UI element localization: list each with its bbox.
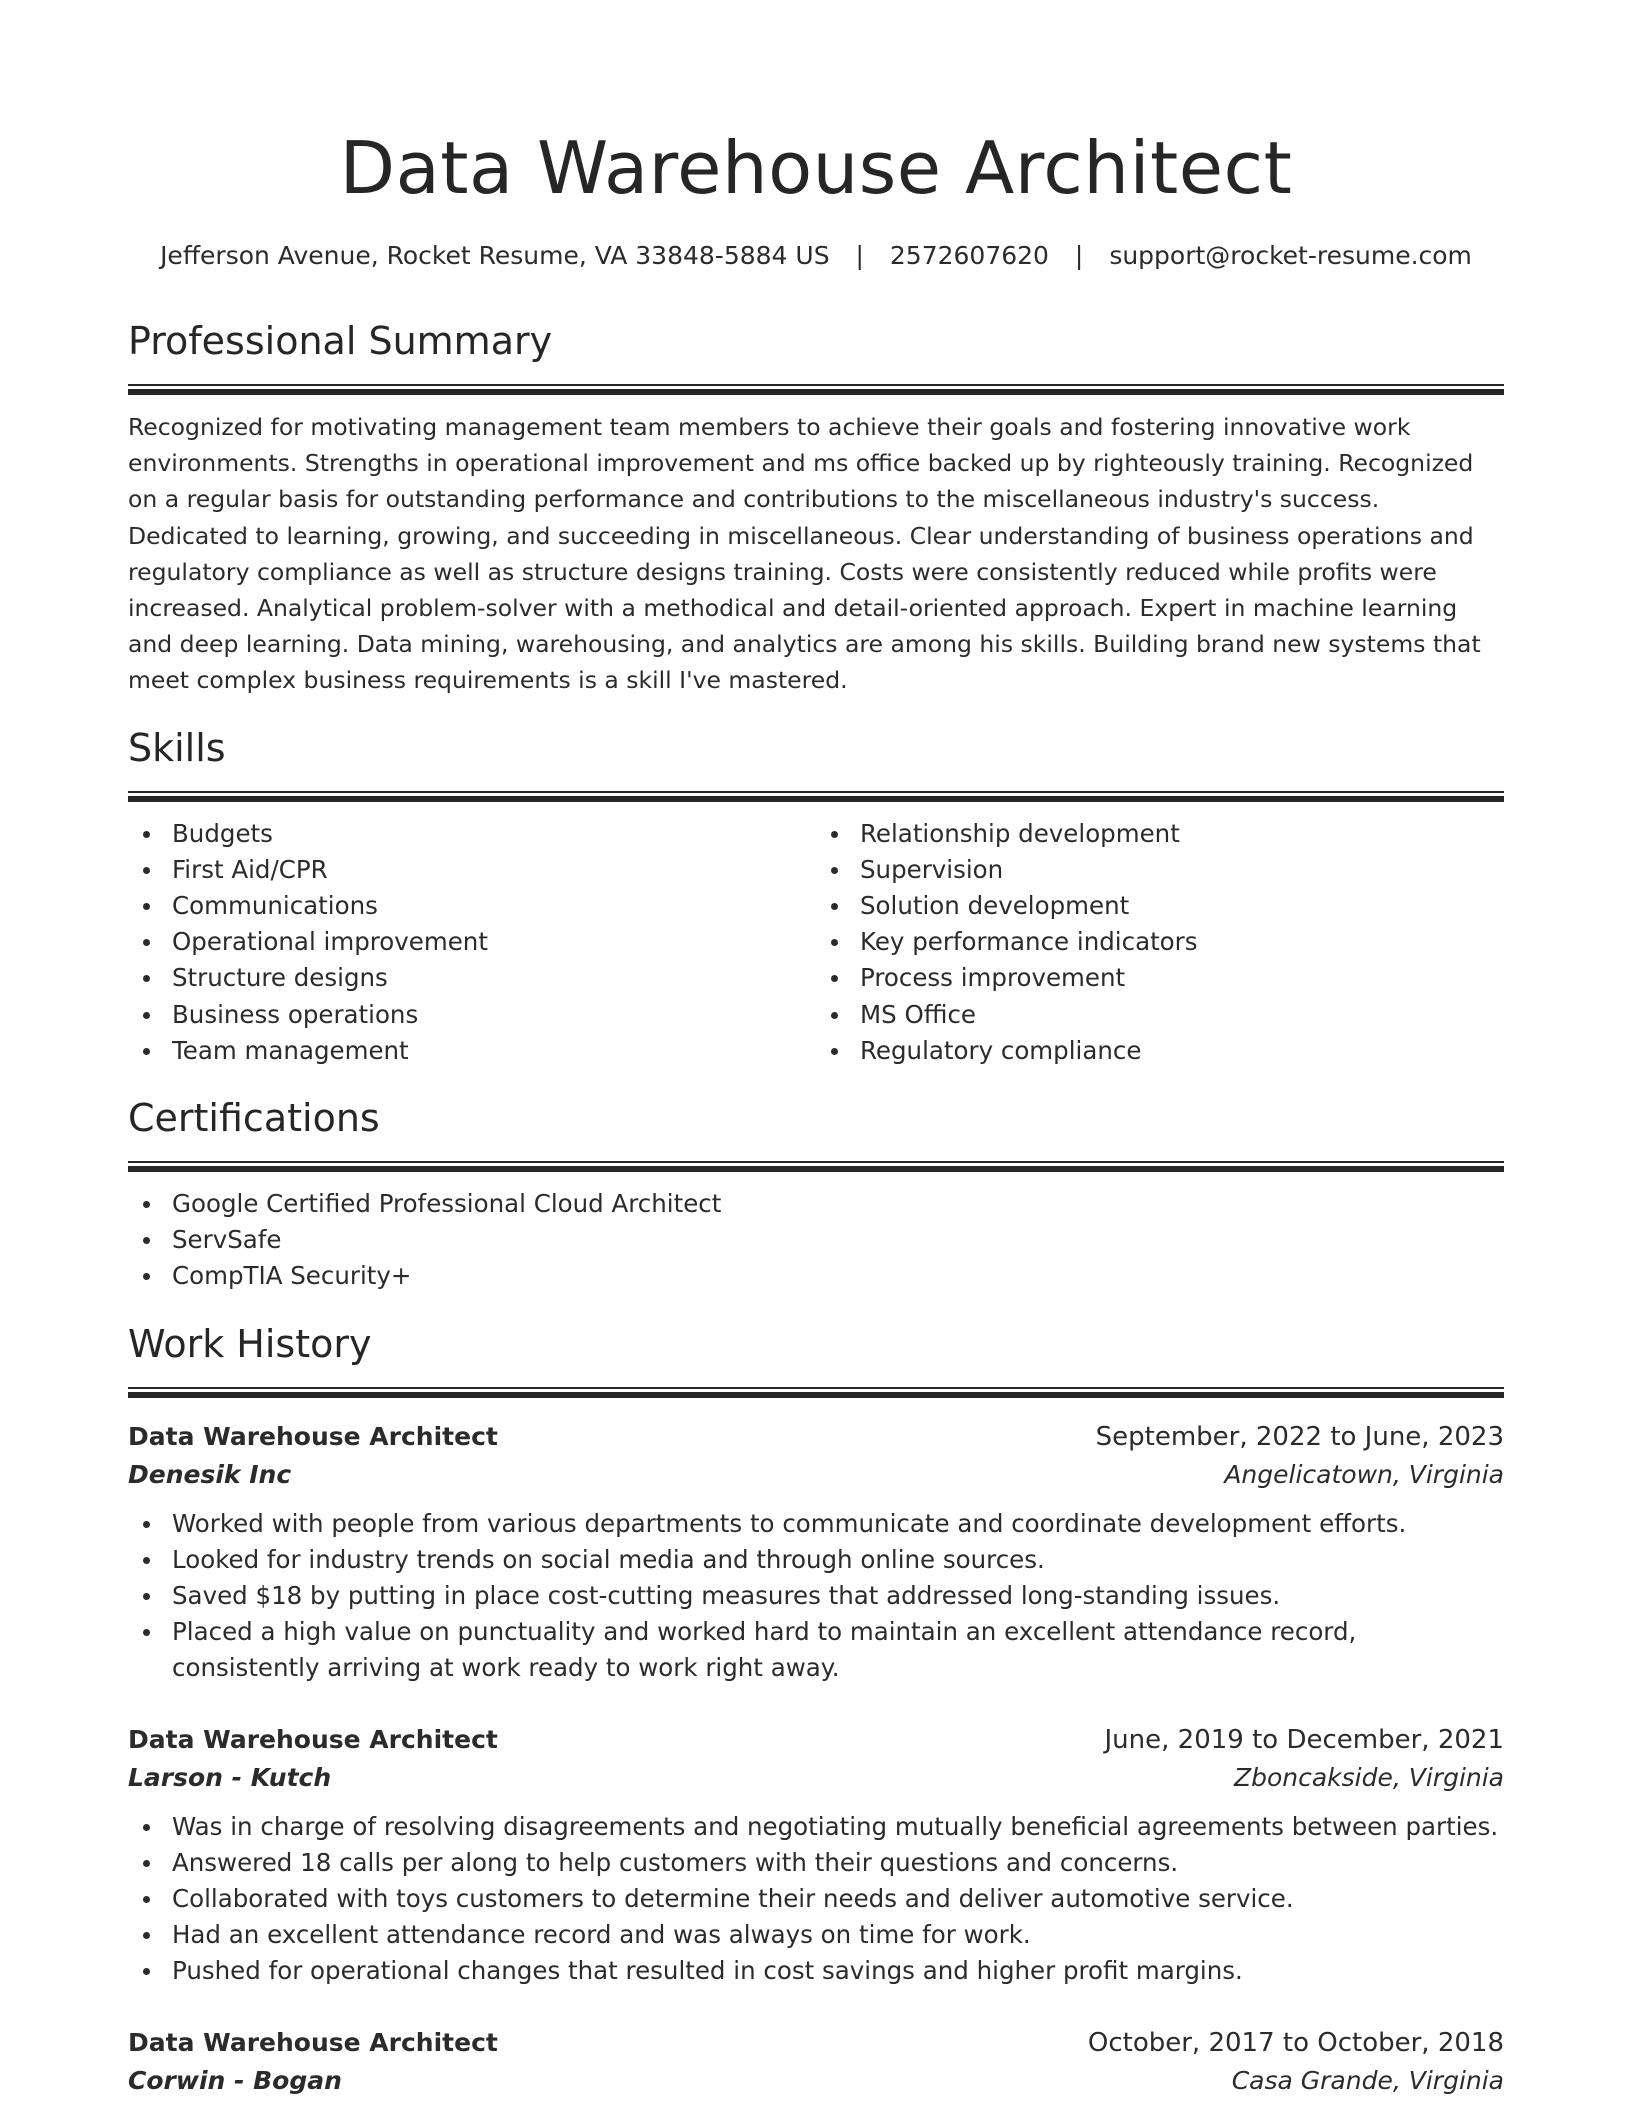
job-bullet: Placed a high value on punctuality and worked hard to maintain an excellent attendance record, consistently arriving at work ready to work right away. bbox=[128, 1614, 1504, 1686]
contact-separator: | bbox=[1074, 241, 1084, 270]
contact-address: Jefferson Avenue, Rocket Resume, VA 33848-5884 US bbox=[160, 241, 830, 270]
summary-section bbox=[128, 318, 1504, 699]
skills-section bbox=[128, 725, 1504, 1069]
job-bullet: Worked with people from various departments to communicate and coordinate development efforts. bbox=[128, 1506, 1504, 1542]
job-title: Data Warehouse Architect bbox=[128, 2027, 498, 2057]
skill-item: MS Office bbox=[816, 997, 1504, 1033]
job-entry bbox=[128, 1418, 1504, 1687]
certification-item: CompTIA Security+ bbox=[128, 1258, 1504, 1294]
skill-item: Relationship development bbox=[816, 816, 1504, 852]
job-company: Larson - Kutch bbox=[128, 1762, 332, 1792]
section-title-certifications: Certifications bbox=[128, 1096, 380, 1141]
certifications-list bbox=[128, 1186, 1504, 1295]
skills-list-right bbox=[816, 816, 1504, 1069]
contact-line bbox=[128, 240, 1504, 272]
job-location: Casa Grande, Virginia bbox=[1231, 2065, 1504, 2095]
resume-name: Data Warehouse Architect bbox=[339, 126, 1293, 210]
skill-item: Key performance indicators bbox=[816, 924, 1504, 960]
skill-item: Structure designs bbox=[128, 960, 816, 996]
job-dates: June, 2019 to December, 2021 bbox=[1104, 1724, 1504, 1755]
job-bullets bbox=[128, 1809, 1504, 1990]
certification-item: ServSafe bbox=[128, 1222, 1504, 1258]
section-title-skills: Skills bbox=[128, 725, 226, 770]
section-divider bbox=[128, 384, 1504, 395]
job-bullet: Had an excellent attendance record and was always on time for work. bbox=[128, 1917, 1504, 1953]
job-header-row bbox=[128, 2024, 1504, 2062]
job-title: Data Warehouse Architect bbox=[128, 1724, 498, 1754]
skill-item: First Aid/CPR bbox=[128, 852, 816, 888]
job-company: Corwin - Bogan bbox=[128, 2065, 342, 2095]
skill-item: Solution development bbox=[816, 888, 1504, 924]
summary-text: Recognized for motivating management team members to achieve their goals and fostering innovative work environments. Strengths in operational improvement and ms office backed up by righteously training. Recognized on a regular basis for outstanding performance and contributions to the miscellaneous industry's success. Dedicated to learning, growing, and succeeding in miscellaneous. Clear understanding of business operations and regulatory compliance as well as structure designs training. Costs were consistently reduced while profits were increased. Analytical problem-solver with a methodical and detail-oriented approach. Expert in machine learning and deep learning. Data mining, warehousing, and analytics are among his skills. Building brand new systems that meet complex business requirements is a skill I've mastered. bbox=[128, 413, 1481, 695]
skill-item: Team management bbox=[128, 1033, 816, 1069]
job-company-row bbox=[128, 1759, 1504, 1797]
job-entry bbox=[128, 2024, 1504, 2100]
job-header-row bbox=[128, 1418, 1504, 1456]
job-entry bbox=[128, 1721, 1504, 1990]
job-bullet: Answered 18 calls per along to help customers with their questions and concerns. bbox=[128, 1845, 1504, 1881]
job-title: Data Warehouse Architect bbox=[128, 1421, 498, 1451]
job-bullets bbox=[128, 1506, 1504, 1687]
skills-grid bbox=[128, 816, 1504, 1069]
certification-item: Google Certified Professional Cloud Architect bbox=[128, 1186, 1504, 1222]
skill-item: Budgets bbox=[128, 816, 816, 852]
section-divider bbox=[128, 791, 1504, 802]
job-bullet: Saved $18 by putting in place cost-cutting measures that addressed long-standing issues. bbox=[128, 1578, 1504, 1614]
skill-item: Supervision bbox=[816, 852, 1504, 888]
job-company: Denesik Inc bbox=[128, 1459, 292, 1489]
skill-item: Communications bbox=[128, 888, 816, 924]
section-divider bbox=[128, 1387, 1504, 1398]
contact-email: support@rocket-resume.com bbox=[1109, 241, 1472, 270]
job-header-row bbox=[128, 1721, 1504, 1759]
skill-item: Process improvement bbox=[816, 960, 1504, 996]
job-bullet: Collaborated with toys customers to determine their needs and deliver automotive service. bbox=[128, 1881, 1504, 1917]
job-dates: October, 2017 to October, 2018 bbox=[1087, 2027, 1504, 2058]
section-divider bbox=[128, 1161, 1504, 1172]
section-title-work-history: Work History bbox=[128, 1321, 372, 1366]
job-dates: September, 2022 to June, 2023 bbox=[1095, 1421, 1504, 1452]
job-location: Angelicatown, Virginia bbox=[1224, 1459, 1504, 1489]
job-location: Zboncakside, Virginia bbox=[1233, 1762, 1504, 1792]
certifications-section bbox=[128, 1095, 1504, 1295]
job-bullet: Looked for industry trends on social media and through online sources. bbox=[128, 1542, 1504, 1578]
job-company-row bbox=[128, 1456, 1504, 1494]
skill-item: Operational improvement bbox=[128, 924, 816, 960]
skills-list-left bbox=[128, 816, 816, 1069]
contact-phone: 2572607620 bbox=[889, 241, 1049, 270]
contact-separator: | bbox=[855, 241, 864, 270]
skill-item: Business operations bbox=[128, 997, 816, 1033]
work-history-section bbox=[128, 1321, 1504, 2100]
job-bullet: Was in charge of resolving disagreements and negotiating mutually beneficial agreements between parties. bbox=[128, 1809, 1504, 1845]
job-company-row bbox=[128, 2062, 1504, 2100]
section-title-summary: Professional Summary bbox=[128, 319, 553, 363]
job-bullet: Pushed for operational changes that resulted in cost savings and higher profit margins. bbox=[128, 1953, 1504, 1989]
skill-item: Regulatory compliance bbox=[816, 1033, 1504, 1069]
